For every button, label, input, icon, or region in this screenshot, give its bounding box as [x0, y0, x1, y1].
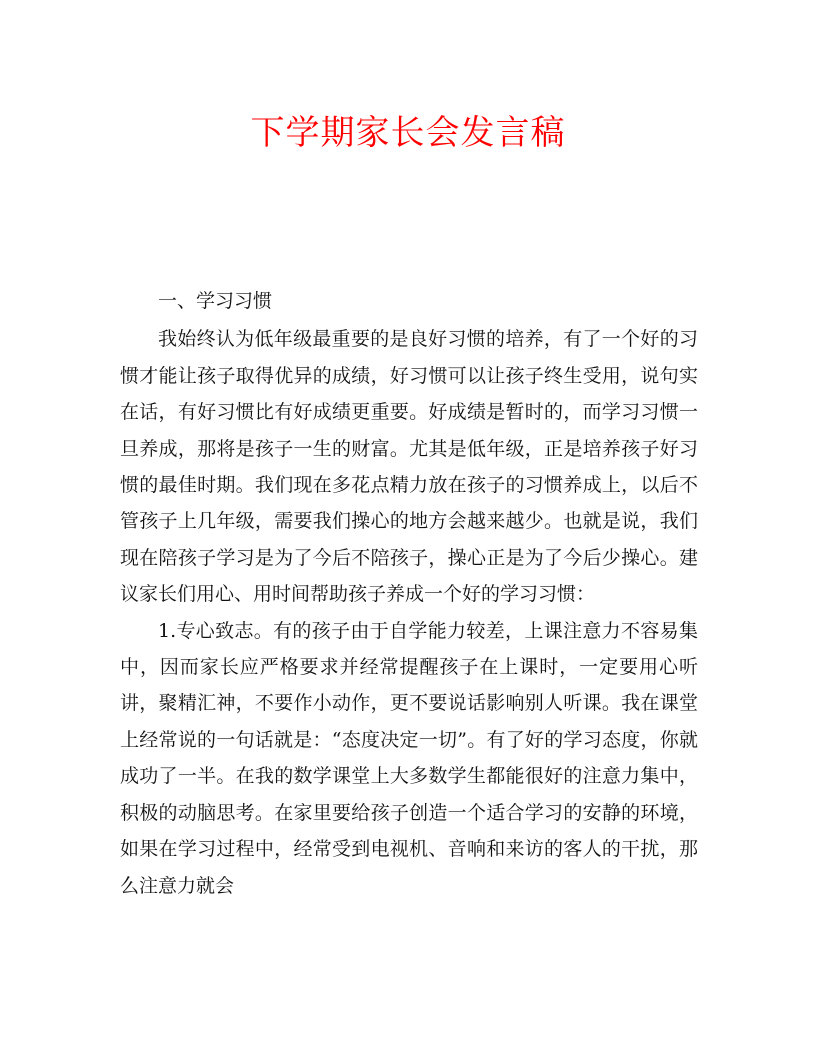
section-heading: 一、学习习惯: [158, 290, 273, 312]
paragraph-concentration: 1.专心致志。有的孩子由于自学能力较差，上课注意力不容易集中，因而家长应严格要求并经常提醒孩子在上课时，一定要用心听讲，聚精汇神，不要作小动作，更不要说话影响别人听课。我在课堂上经常说的一句话就是：“态度决定一切”。有了好的学习态度，你就成功了一半。在我的数学课堂上大多数学生都能很好的注意力集中，积极的动脑思考。在家里要给孩子创造一个适合学习的安静的环境，如果在学习过程中，经常受到电视机、音响和来访的客人的干扰，那么注意力就会: [120, 619, 698, 897]
paragraph-habits-intro: 我始终认为低年级最重要的是良好习惯的培养，有了一个好的习惯才能让孩子取得优异的成绩，好习惯可以让孩子终生受用，说句实在话，有好习惯比有好成绩更重要。好成绩是暂时的，而学习习惯一旦养成，那将是孩子一生的财富。尤其是低年级，正是培养孩子好习惯的最佳时期。我们现在多花点精力放在孩子的习惯养成上，以后不管孩子上几年级，需要我们操心的地方会越来越少。也就是说，我们现在陪孩子学习是为了今后不陪孩子，操心正是为了今后少操心。建议家长们用心、用时间帮助孩子养成一个好的学习习惯：: [120, 328, 698, 606]
document-body: [120, 283, 698, 904]
document-title: 下学期家长会发言稿: [250, 113, 566, 153]
